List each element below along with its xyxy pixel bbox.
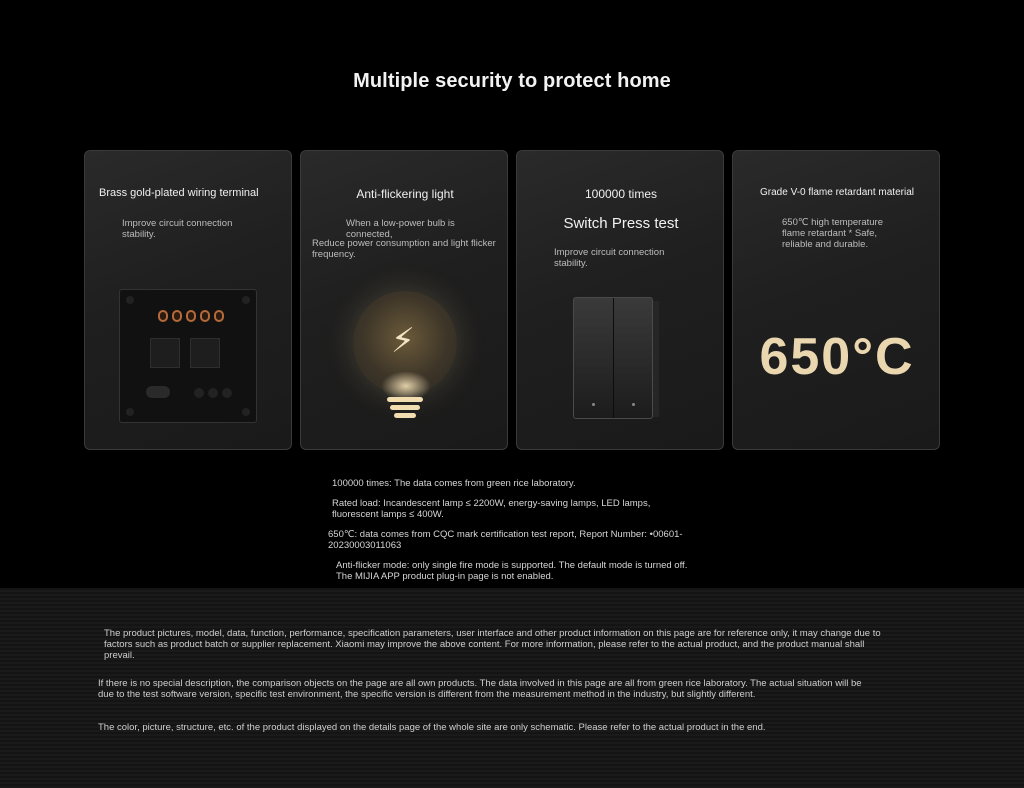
switch-gang-left [574,298,614,418]
bulb-base [390,405,420,410]
mounting-hole [242,296,250,304]
card-subtitle: Switch Press test [563,215,679,232]
mounting-hole [126,408,134,416]
disclaimer-text: The product pictures, model, data, function, performance, specification parameters, user interface and other product information on this page are for reference only, it may change due to factors such as product batch or supplier replacement. Xiaomi may improve the above content. For more information, please refer to the actual product, and the product manual shall prevail. [104,628,881,661]
switch-side-panel [653,301,659,417]
card-description: When a low-power bulb is connected, [346,218,455,240]
card-description: Reduce power consumption and light flicker frequency. [312,238,496,260]
card-title: Anti-flickering light [356,187,454,201]
temperature-value: 650°C [759,328,915,386]
card-title: 100000 times [584,187,658,201]
capacitor-component [194,388,204,398]
mounting-hole [126,296,134,304]
indicator-dot [592,403,595,406]
feature-card-wiring-terminal [84,150,292,450]
disclaimer-text: The color, picture, structure, etc. of the product displayed on the details page of the whole site are only schematic. Please refer to the actual product in the end. [98,722,766,733]
screw-icon [200,310,210,322]
terminal-screws [158,310,224,322]
feature-card-flame-retardant [732,150,940,450]
feature-card-press-test [516,150,724,450]
screw-icon [214,310,224,322]
mounting-hole [242,408,250,416]
bulb-base [387,397,423,402]
screw-icon [158,310,168,322]
footnote: Anti-flicker mode: only single fire mode is supported. The default mode is turned off. The MIJIA APP product plug-in page is not enabled. [336,560,688,582]
footnote: 100000 times: The data comes from green rice laboratory. [332,478,576,489]
page-title: Multiple security to protect home [353,70,671,92]
bulb-base [394,413,416,418]
disclaimer-section [0,588,1024,788]
circuit-board-illustration [119,289,257,423]
footnote: 650℃: data comes from CQC mark certification test report, Report Number: •00601-20230003011063 [328,529,683,551]
screw-icon [186,310,196,322]
fuse-component [146,386,170,398]
card-description: 650℃ high temperature flame retardant * Safe, reliable and durable. [782,217,883,250]
relay-component [190,338,220,368]
disclaimer-text: If there is no special description, the comparison objects on the page are all own products. The data involved in this page are all from green rice laboratory. The actual situation will be due to the test software version, specific test environment, the specific version is different from the measurement method in the industry, but slightly different. [98,678,862,700]
card-description: Improve circuit connection stability. [554,247,665,269]
card-title: Grade V-0 flame retardant material [760,187,914,198]
lightning-bolt-icon: ⚡ [391,322,415,360]
capacitor-component [222,388,232,398]
lightbulb-icon [353,291,457,395]
capacitor-component [208,388,218,398]
card-title: Brass gold-plated wiring terminal [99,187,259,199]
screw-icon [172,310,182,322]
relay-component [150,338,180,368]
indicator-dot [632,403,635,406]
feature-card-anti-flicker [300,150,508,450]
card-description: Improve circuit connection stability. [122,218,233,240]
wall-switch-icon [573,297,653,419]
footnote: Rated load: Incandescent lamp ≤ 2200W, energy-saving lamps, LED lamps, fluorescent lamps ≤ 400W. [332,498,651,520]
footnotes [328,478,692,591]
switch-gang-right [614,298,654,418]
